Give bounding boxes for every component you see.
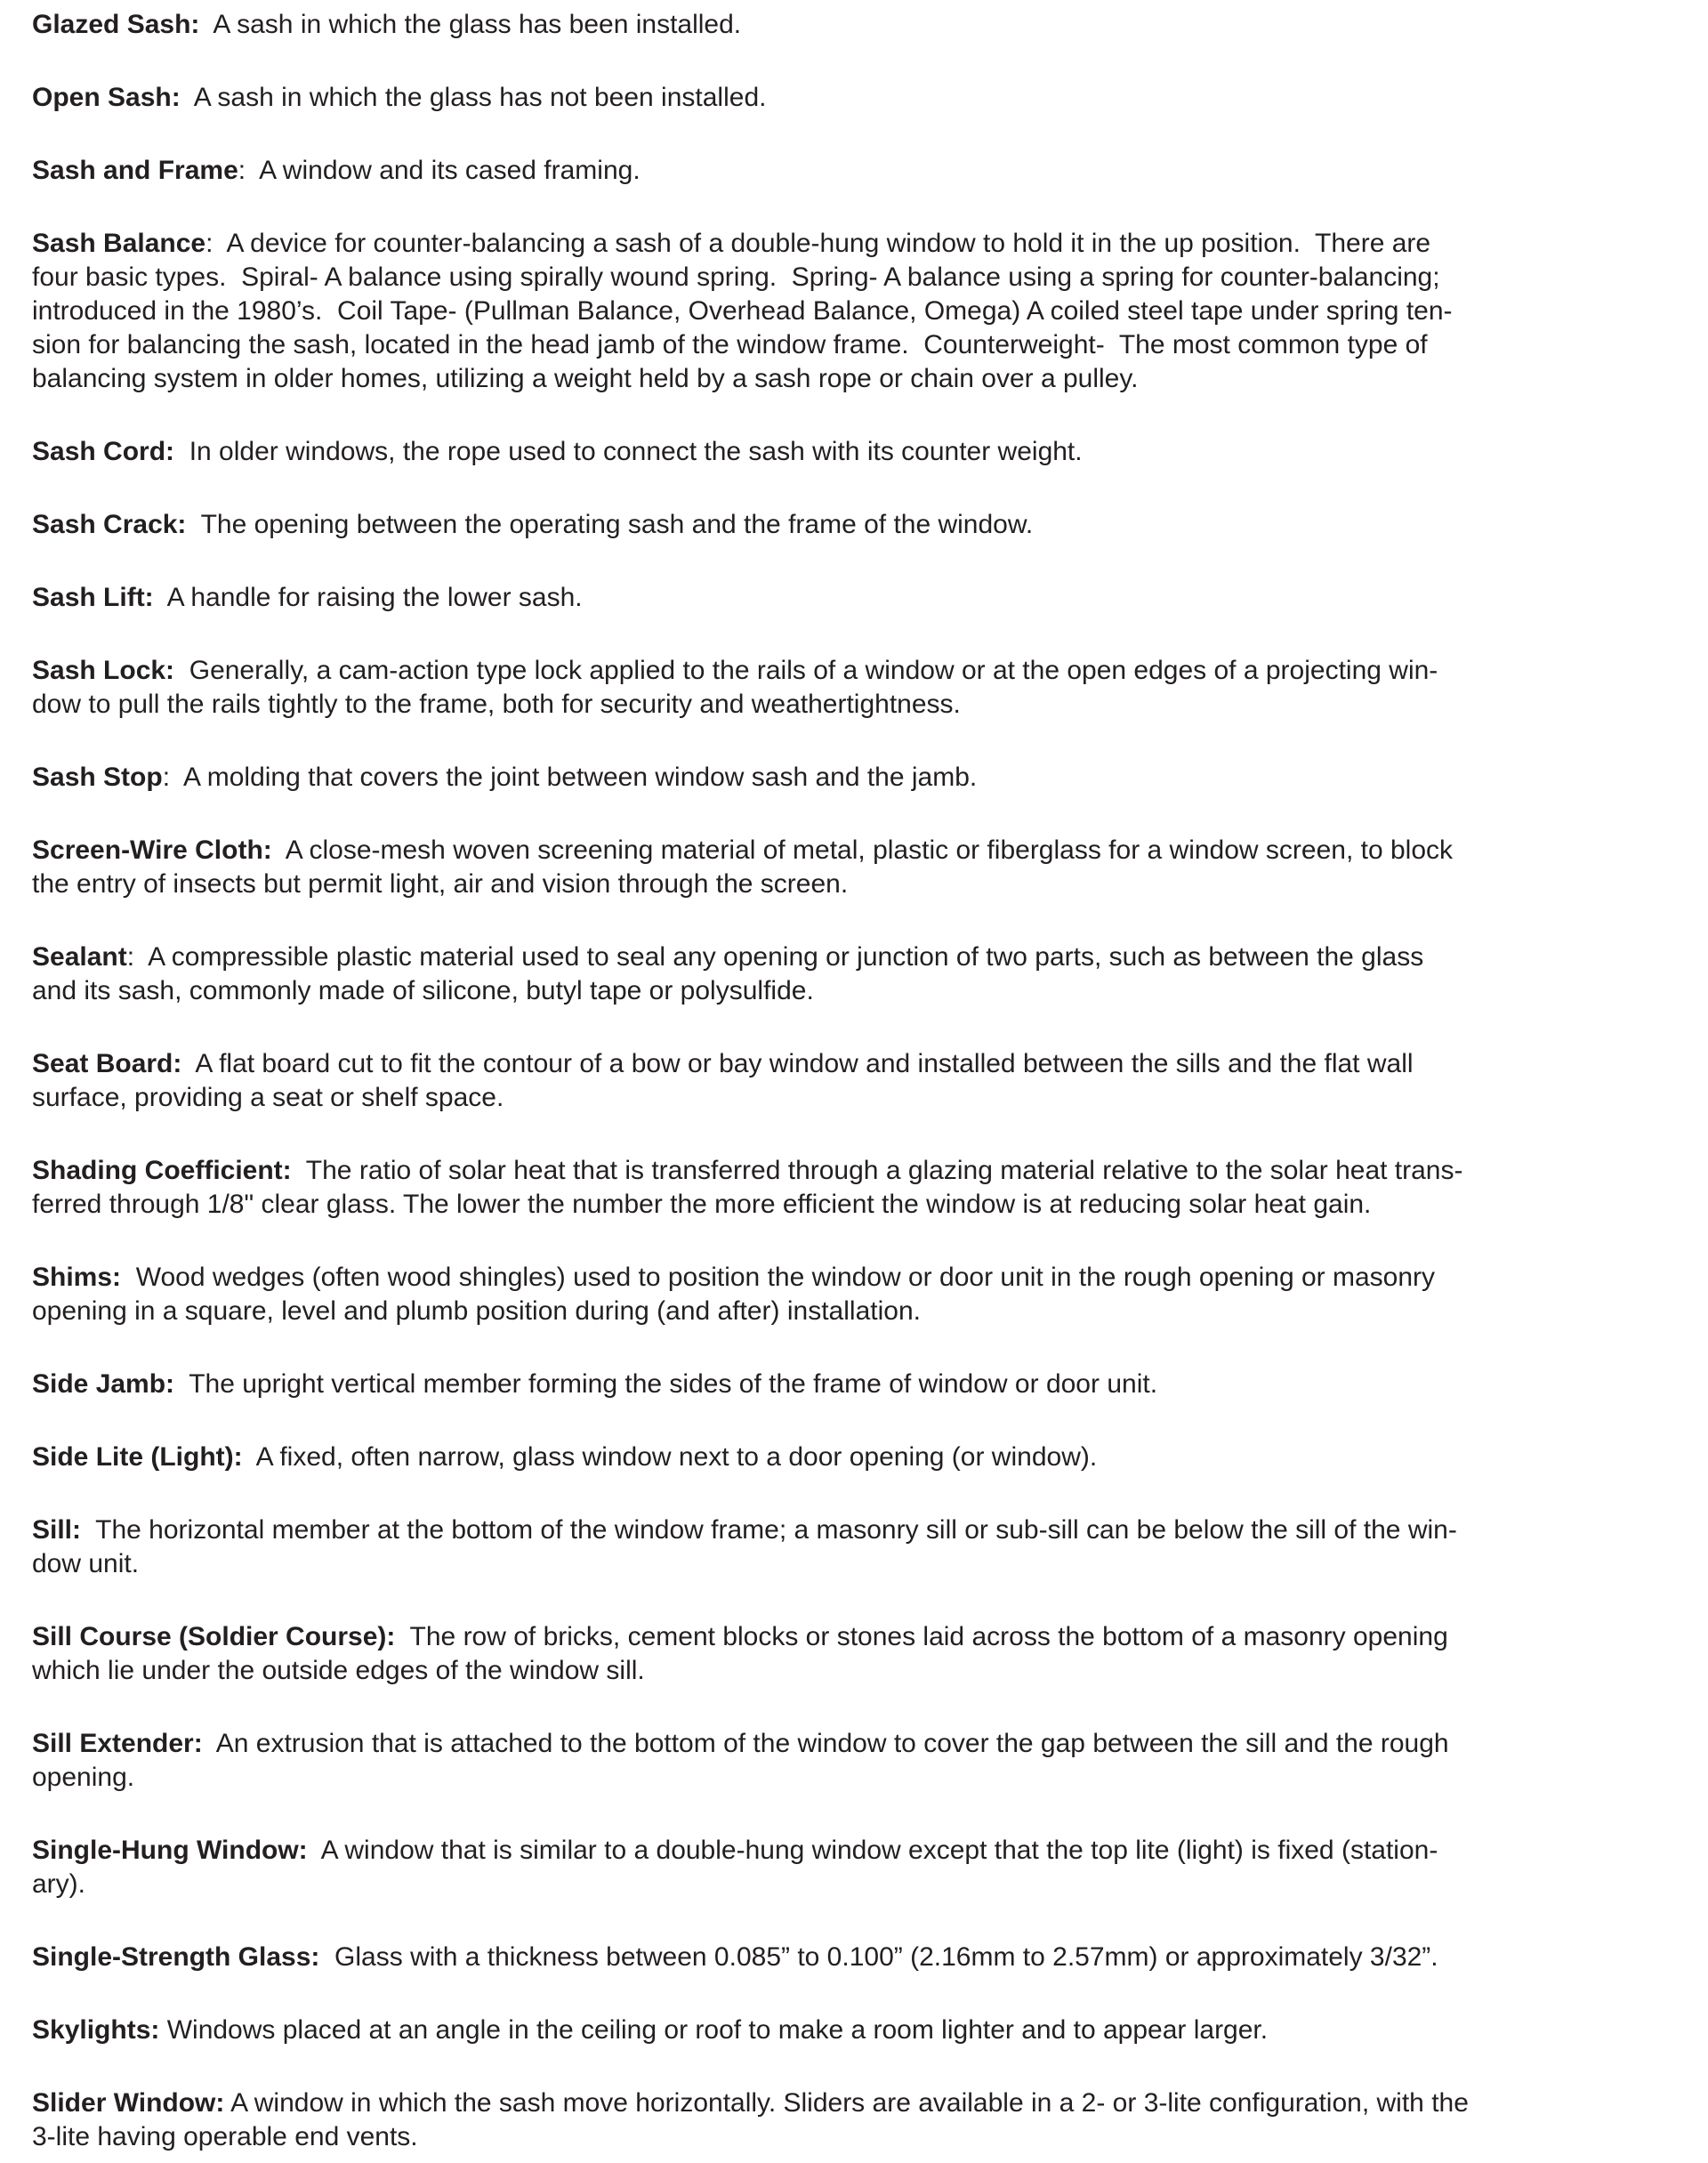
entry-first-line: Slider Window: A window in which the sash move horizontally. Sliders are available in a 2- or 3-lite configuration, with the [32, 2088, 1469, 2118]
glossary-term: Open Sash: [32, 83, 181, 112]
entry-continuation-line: introduced in the 1980’s. Coil Tape- (Pullman Balance, Overhead Balance, Omega) A coiled steel tape under spring ten- [32, 296, 1453, 326]
glossary-entry [32, 8, 1685, 42]
entry-continuation-line: ary). [32, 1869, 85, 1899]
glossary-term: Screen-Wire Cloth: [32, 835, 272, 865]
glossary-term: Sash Lock: [32, 656, 175, 685]
entry-continuation-line: surface, providing a seat or shelf space. [32, 1083, 504, 1112]
entry-first-line: Sill Extender: An extrusion that is attached to the bottom of the window to cover the gap between the sill and the rough [32, 1729, 1449, 1758]
entry-continuation-line: opening in a square, level and plumb position during (and after) installation. [32, 1296, 921, 1326]
entry-continuation-line: balancing system in older homes, utilizing a weight held by a sash rope or chain over a pulley. [32, 364, 1139, 393]
glossary-entry [32, 1154, 1685, 1222]
glossary-entry [32, 1261, 1685, 1328]
glossary-term: Sill Course (Soldier Course): [32, 1622, 396, 1651]
glossary-term: Slider Window: [32, 2088, 225, 2118]
glossary-entry [32, 761, 1685, 795]
entry-first-line: Sealant: A compressible plastic material used to seal any opening or junction of two parts, such as between the glass [32, 942, 1424, 972]
glossary-entry [32, 1941, 1685, 1974]
glossary-term: Sash Lift: [32, 583, 154, 612]
glossary-entry [32, 1441, 1685, 1474]
glossary-term: Sash Cord: [32, 437, 175, 466]
glossary-entry [32, 227, 1685, 396]
entry-first-line: Glazed Sash: A sash in which the glass has been installed. [32, 10, 742, 39]
glossary-term: Sealant [32, 942, 127, 972]
glossary-term: Sash and Frame [32, 156, 238, 185]
entry-first-line: Sash and Frame: A window and its cased framing. [32, 156, 640, 185]
entry-first-line: Side Jamb: The upright vertical member forming the sides of the frame of window or door unit. [32, 1369, 1158, 1399]
glossary-entry [32, 154, 1685, 188]
glossary-term: Seat Board: [32, 1049, 182, 1078]
entry-first-line: Seat Board: A flat board cut to fit the contour of a bow or bay window and installed between the sills and the flat wall [32, 1049, 1414, 1078]
glossary-entry [32, 1513, 1685, 1581]
glossary-term: Single-Hung Window: [32, 1836, 308, 1865]
glossary-entry [32, 1834, 1685, 1901]
entry-first-line: Sash Stop: A molding that covers the joint between window sash and the jamb. [32, 763, 978, 792]
entry-first-line: Sash Lock: Generally, a cam-action type lock applied to the rails of a window or at the open edges of a projecting win- [32, 656, 1438, 685]
entry-first-line: Skylights: Windows placed at an angle in the ceiling or roof to make a room lighter and to appear larger. [32, 2015, 1269, 2045]
entry-continuation-line: which lie under the outside edges of the window sill. [32, 1656, 645, 1685]
entry-continuation-line: sion for balancing the sash, located in the head jamb of the window frame. Counterweight- The most common type of [32, 330, 1428, 359]
glossary-entry [32, 2086, 1685, 2154]
entry-continuation-line: ferred through 1/8" clear glass. The lower the number the more efficient the window is at reducing solar heat gain. [32, 1190, 1372, 1219]
glossary-term: Shading Coefficient: [32, 1156, 292, 1185]
glossary-entry [32, 1727, 1685, 1795]
glossary-term: Side Jamb: [32, 1369, 175, 1399]
glossary-entry [32, 581, 1685, 615]
entry-first-line: Single-Strength Glass: Glass with a thickness between 0.085” to 0.100” (2.16mm to 2.57mm) or approximately 3/32”. [32, 1942, 1438, 1972]
entry-first-line: Sash Lift: A handle for raising the lower sash. [32, 583, 583, 612]
entry-first-line: Screen-Wire Cloth: A close-mesh woven screening material of metal, plastic or fiberglass for a window screen, to block [32, 835, 1454, 865]
glossary-term: Single-Strength Glass: [32, 1942, 320, 1972]
entry-first-line: Side Lite (Light): A fixed, often narrow, glass window next to a door opening (or window). [32, 1442, 1098, 1472]
entry-continuation-line: opening. [32, 1763, 135, 1792]
glossary-entry [32, 1368, 1685, 1401]
entry-first-line: Shims: Wood wedges (often wood shingles) used to position the window or door unit in the rough opening or masonry [32, 1263, 1436, 1292]
entry-first-line: Sash Balance: A device for counter-balancing a sash of a double-hung window to hold it in the up position. There are [32, 229, 1431, 258]
glossary-entry [32, 2014, 1685, 2047]
entry-first-line: Single-Hung Window: A window that is similar to a double-hung window except that the top lite (light) is fixed (station- [32, 1836, 1438, 1865]
entry-first-line: Sash Crack: The opening between the operating sash and the frame of the window. [32, 510, 1034, 539]
entry-continuation-line: the entry of insects but permit light, air and vision through the screen. [32, 869, 849, 899]
glossary-entry [32, 834, 1685, 901]
glossary-entry [32, 435, 1685, 469]
glossary-term: Shims: [32, 1263, 122, 1292]
entry-first-line: Sash Cord: In older windows, the rope used to connect the sash with its counter weight. [32, 437, 1083, 466]
glossary-entry [32, 508, 1685, 542]
glossary-term: Sill: [32, 1515, 82, 1545]
entry-first-line: Sill: The horizontal member at the bottom of the window frame; a masonry sill or sub-sill can be below the sill of the win- [32, 1515, 1457, 1545]
entry-continuation-line: dow to pull the rails tightly to the frame, both for security and weathertightness. [32, 690, 961, 719]
glossary-term: Sash Balance [32, 229, 206, 258]
entry-continuation-line: four basic types. Spiral- A balance using spirally wound spring. Spring- A balance using a spring for counter-balancing; [32, 262, 1440, 292]
entry-first-line: Open Sash: A sash in which the glass has not been installed. [32, 83, 767, 112]
glossary-entry [32, 654, 1685, 722]
glossary-entry [32, 81, 1685, 115]
glossary-term: Sash Crack: [32, 510, 187, 539]
glossary-term: Sill Extender: [32, 1729, 203, 1758]
entry-first-line: Shading Coefficient: The ratio of solar heat that is transferred through a glazing material relative to the solar heat trans- [32, 1156, 1463, 1185]
glossary-entry [32, 1620, 1685, 1688]
entry-continuation-line: 3-lite having operable end vents. [32, 2122, 418, 2151]
glossary [32, 8, 1685, 2154]
glossary-entry [32, 1047, 1685, 1115]
glossary-term: Glazed Sash: [32, 10, 200, 39]
glossary-term: Sash Stop [32, 763, 163, 792]
glossary-term: Side Lite (Light): [32, 1442, 243, 1472]
entry-continuation-line: and its sash, commonly made of silicone, butyl tape or polysulfide. [32, 976, 814, 1005]
entry-first-line: Sill Course (Soldier Course): The row of bricks, cement blocks or stones laid across the bottom of a masonry opening [32, 1622, 1448, 1651]
glossary-entry [32, 940, 1685, 1008]
entry-continuation-line: dow unit. [32, 1549, 140, 1578]
glossary-term: Skylights: [32, 2015, 160, 2045]
